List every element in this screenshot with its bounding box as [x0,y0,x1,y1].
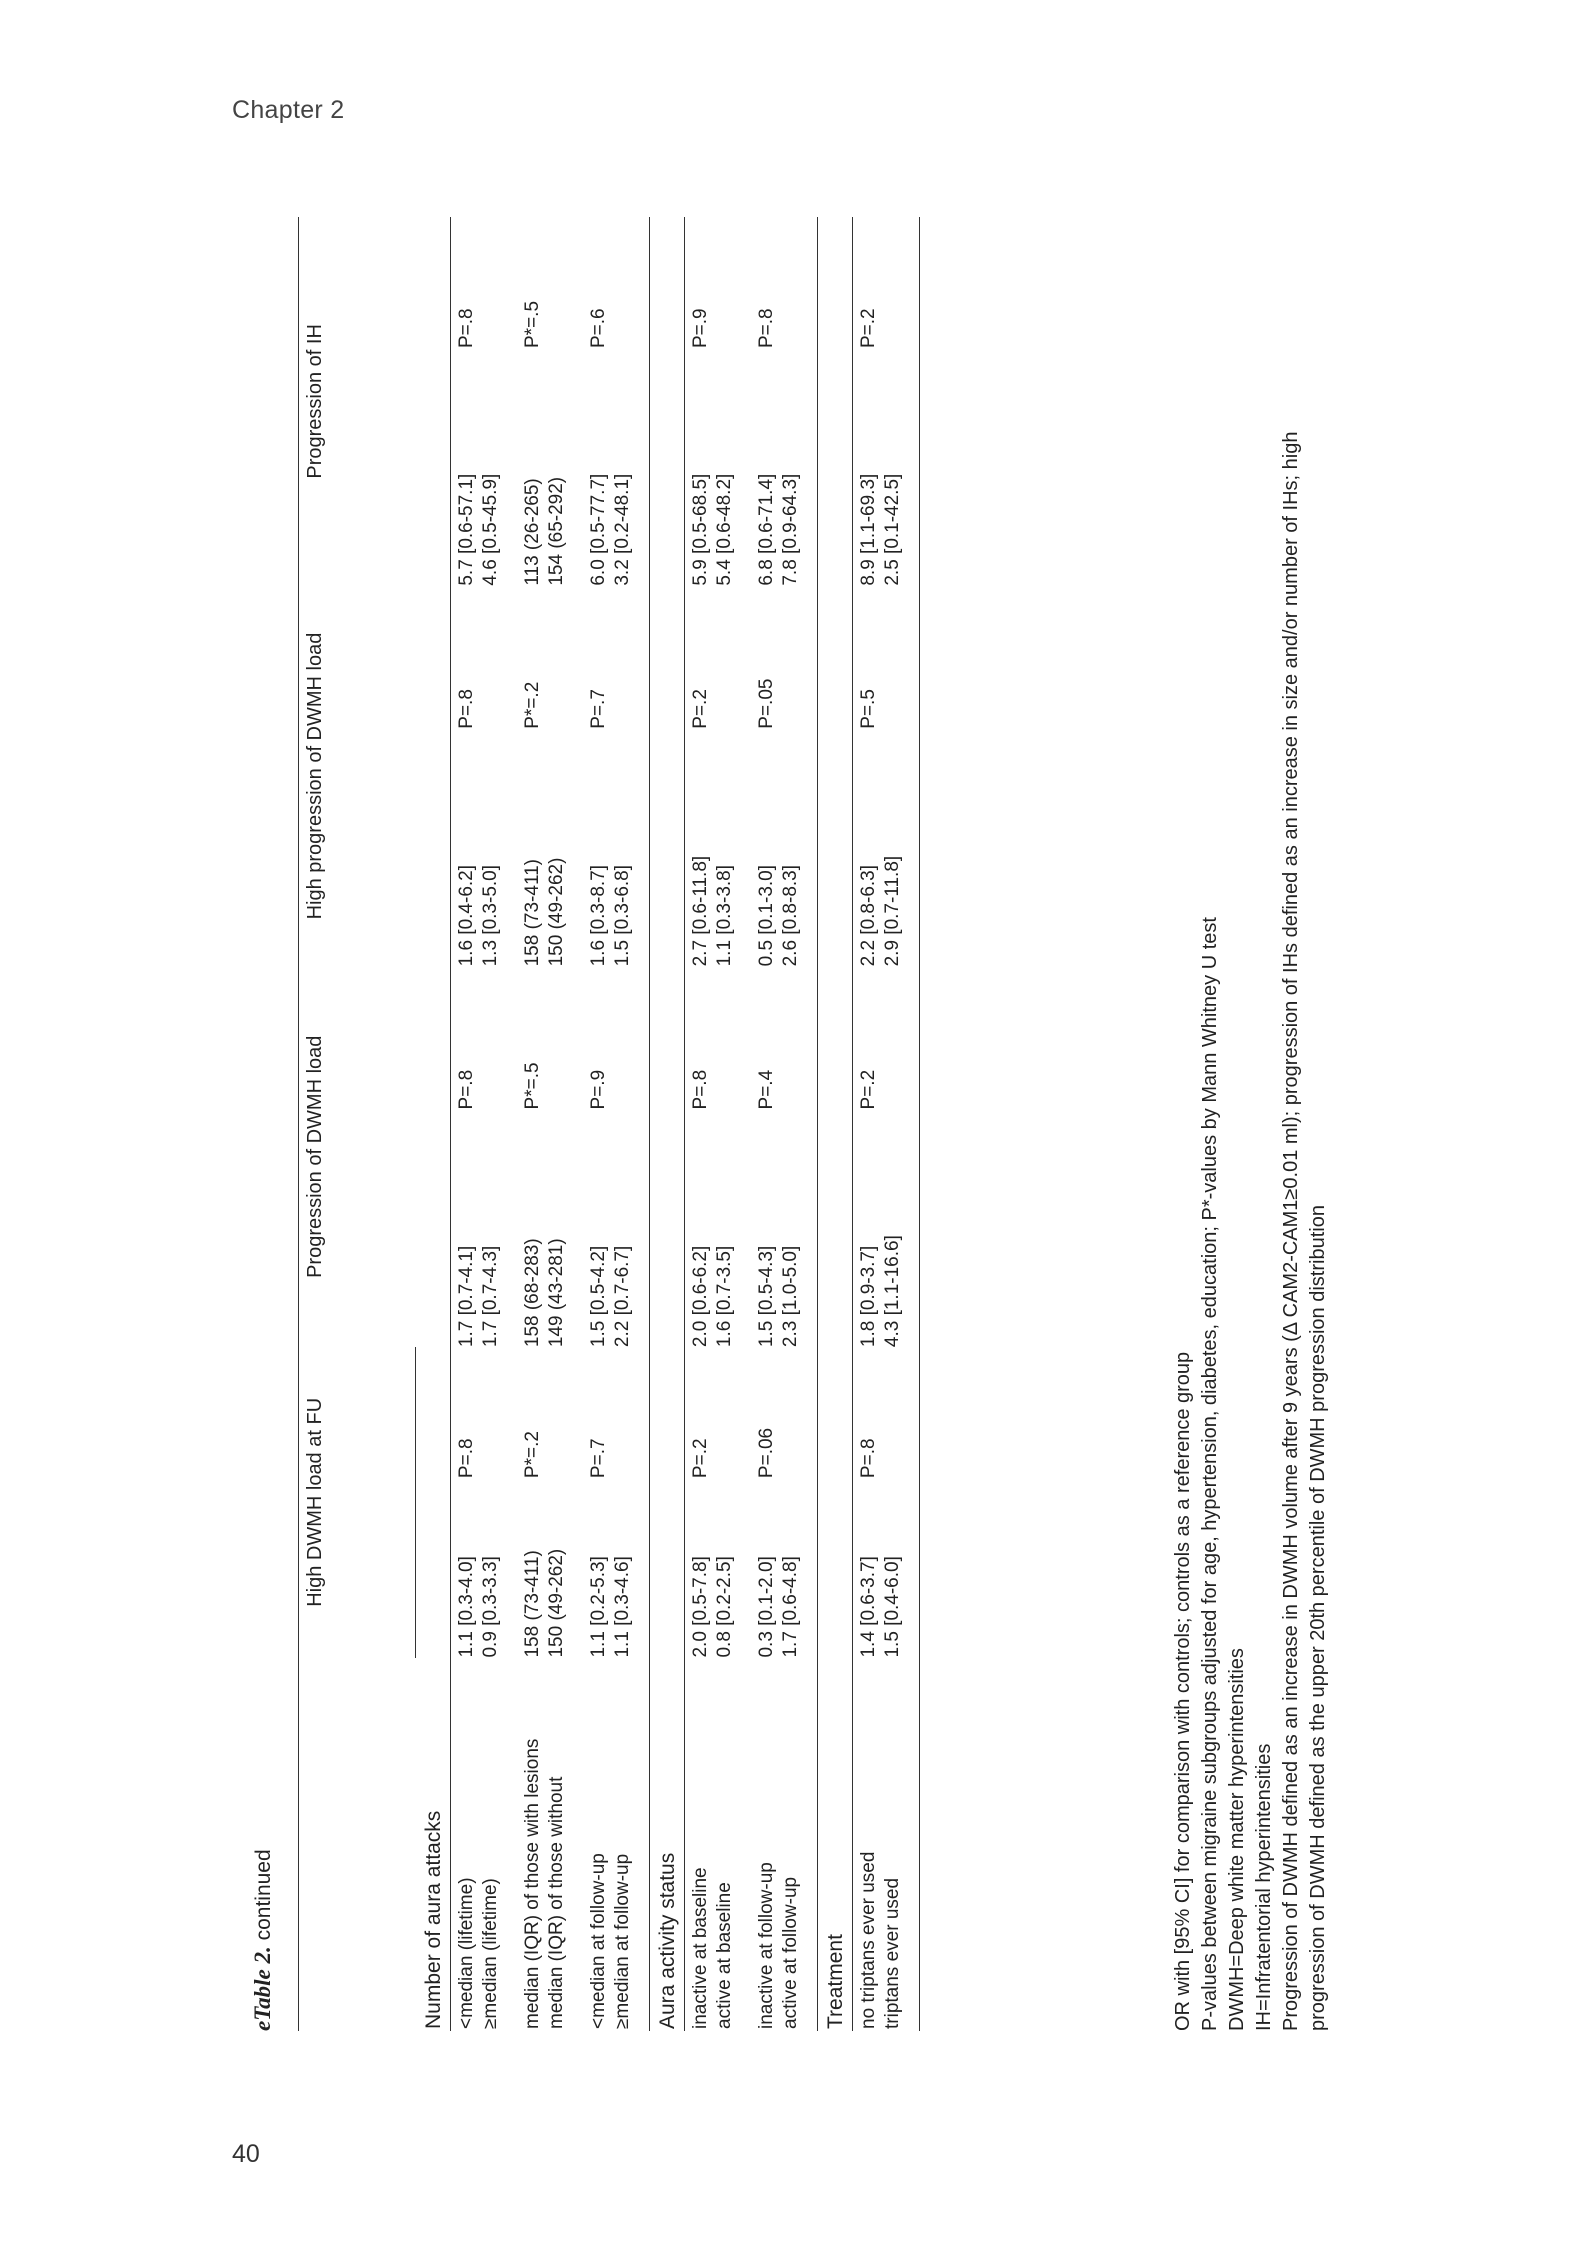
p-value: P=.8 [456,689,477,729]
header-blank [299,1658,416,2031]
cell-value: 2.9 [0.7-11.8] [882,855,903,967]
cell-value: 2.7 [0.6-11.8] [690,855,711,967]
footnote: Progression of DWMH defined as an increase in DWMH volume after 9 years (Δ CAM2-CAM1≥0.01 ml); progression of IHs defined as an increase in size and/or number of IHs; high [1280,431,1302,2031]
cell-value: 2.0 [0.5-7.8] [690,1556,711,1658]
row-label: median (IQR) of those without [546,1776,567,2029]
section-treatment: Treatment [818,217,853,2031]
caption-label: eTable 2. [250,1946,275,2031]
table-footnotes [1170,71,1332,2031]
cell-value: 6.0 [0.5-77.7] [588,473,609,586]
p-value: P=.7 [583,1347,650,1478]
cell-value: 2.2 [0.8-6.3] [858,864,879,967]
row-label: <median at follow-up [588,1853,609,2029]
cell-value: 158 (73-411) [522,859,543,967]
p-value: P=.8 [456,308,477,348]
footnote: IH=Infratentorial hyperintensities [1253,1743,1275,2031]
cell-value: 1.4 [0.6-3.7] [858,1556,879,1658]
p-value: P*=.2 [522,681,543,729]
cell-value: 0.3 [0.1-2.0] [756,1556,777,1658]
p-value: P=.9 [583,966,650,1109]
table-row [853,217,920,2031]
row-label: inactive at baseline [690,1867,711,2029]
cell-value: 2.6 [0.8-8.3] [780,864,801,967]
p-value: P=.8 [456,1069,477,1110]
cell-value: 150 (49-262) [546,1548,567,1658]
row-label: no triptans ever used [858,1851,879,2029]
cell-value: 1.7 [0.7-4.3] [480,1245,501,1348]
cell-value: 154 (65-292) [546,476,567,586]
cell-value: 7.8 [0.9-64.3] [780,473,801,586]
row-label: active at baseline [714,1882,735,2029]
cell-value: 5.9 [0.5-68.5] [690,473,711,586]
cell-value: 1.6 [0.7-3.5] [714,1245,735,1348]
section-aura-attacks: Number of aura attacks [416,217,451,2031]
cell-value: 1.1 [0.3-4.0] [456,1556,477,1658]
cell-value: 158 (68-283) [522,1238,543,1348]
p-value: P=.2 [690,689,711,729]
cell-value: 158 (73-411) [522,1550,543,1658]
p-value: P=.4 [751,966,818,1109]
cell-value: 113 (26-265) [522,478,543,586]
cell-value: 2.3 [1.0-5.0] [780,1245,801,1348]
row-label: active at follow-up [780,1876,801,2029]
cell-value: 1.6 [0.3-8.7] [588,864,609,967]
page-number: 40 [232,2140,260,2168]
table-caption [250,1849,276,2031]
p-value: P=.8 [456,1438,477,1479]
cell-value: 1.1 [0.3-4.6] [612,1556,633,1658]
results-table [298,217,920,2031]
cell-value: 5.4 [0.6-48.2] [714,473,735,586]
cell-value: 2.0 [0.6-6.2] [690,1245,711,1348]
table-row [451,217,518,2031]
row-label: ≥median (lifetime) [480,1878,501,2029]
p-value: P=.5 [853,586,920,729]
cell-value: 1.5 [0.5-4.2] [588,1245,609,1348]
row-label: <median (lifetime) [456,1877,477,2029]
p-value: P=.05 [751,586,818,729]
footnote: P-values between migraine subgroups adjusted for age, hypertension, diabetes, education; P*-values by Mann Whitney U test [1199,917,1221,2031]
cell-value: 1.6 [0.4-6.2] [456,864,477,967]
cell-value: 1.7 [0.6-4.8] [780,1556,801,1658]
p-value: P=.9 [690,308,711,348]
table-row [583,217,650,2031]
cell-value: 1.5 [0.4-6.0] [882,1556,903,1658]
caption-text: continued [252,1849,275,1947]
col-header-progression-dwmh: Progression of DWMH load [299,966,416,1347]
p-value: P=.06 [751,1347,818,1478]
col-header-high-progression-dwmh: High progression of DWMH load [299,586,416,967]
table-row [685,217,752,2031]
row-label: inactive at follow-up [756,1862,777,2029]
p-value: P=.8 [690,1069,711,1110]
cell-value: 0.8 [0.2-2.5] [714,1556,735,1658]
cell-value: 1.3 [0.3-5.0] [480,864,501,967]
cell-value: 1.1 [0.3-3.8] [714,864,735,967]
cell-value: 8.9 [1.1-69.3] [858,473,879,586]
table-row [517,217,583,2031]
col-header-progression-ih: Progression of IH [299,217,416,586]
p-value: P=.2 [853,217,920,348]
footnote: progression of DWMH defined as the upper 20th percentile of DWMH progression distribution [1307,1205,1329,2031]
rotated-table-block [250,33,1329,2033]
section-aura-status: Aura activity status [650,217,685,2031]
cell-value: 149 (43-281) [546,1238,567,1348]
cell-value: 5.7 [0.6-57.1] [456,473,477,586]
table-row [751,217,818,2031]
cell-value: 1.7 [0.7-4.1] [456,1245,477,1348]
cell-value: 150 (49-262) [546,857,567,967]
cell-value: 3.2 [0.2-48.1] [612,473,633,586]
cell-value: 1.1 [0.2-5.3] [588,1556,609,1658]
cell-value: 1.5 [0.5-4.3] [756,1245,777,1348]
footnote: OR with [95% CI] for comparison with controls; controls as a reference group [1172,1351,1194,2031]
cell-value: 0.5 [0.1-3.0] [756,864,777,967]
p-value: P=.8 [751,217,818,348]
row-label: ≥median at follow-up [612,1853,633,2029]
cell-value: 1.5 [0.3-6.8] [612,864,633,967]
p-value: P*=.5 [522,1062,543,1110]
cell-value: 0.9 [0.3-3.3] [480,1556,501,1658]
p-value: P=.2 [853,966,920,1109]
cell-value: 4.3 [1.1-16.6] [882,1235,903,1348]
cell-value: 1.8 [0.9-3.7] [858,1245,879,1348]
p-value: P=.6 [583,217,650,348]
cell-value: 2.2 [0.7-6.7] [612,1245,633,1348]
cell-value: 6.8 [0.6-71.4] [756,473,777,586]
row-label: triptans ever used [882,1877,903,2029]
p-value: P*=.2 [522,1431,543,1479]
p-value: P=.7 [583,586,650,729]
chapter-header: Chapter 2 [232,96,345,124]
row-label: median (IQR) of those with lesions [522,1738,543,2029]
p-value: P*=.5 [522,300,543,348]
col-header-high-dwmh-load: High DWMH load at FU [299,1347,416,1657]
footnote: DWMH=Deep white matter hyperintensities [1226,1648,1248,2031]
p-value: P=.8 [853,1347,920,1478]
p-value: P=.2 [690,1438,711,1479]
cell-value: 4.6 [0.5-45.9] [480,473,501,586]
cell-value: 2.5 [0.1-42.5] [882,473,903,586]
